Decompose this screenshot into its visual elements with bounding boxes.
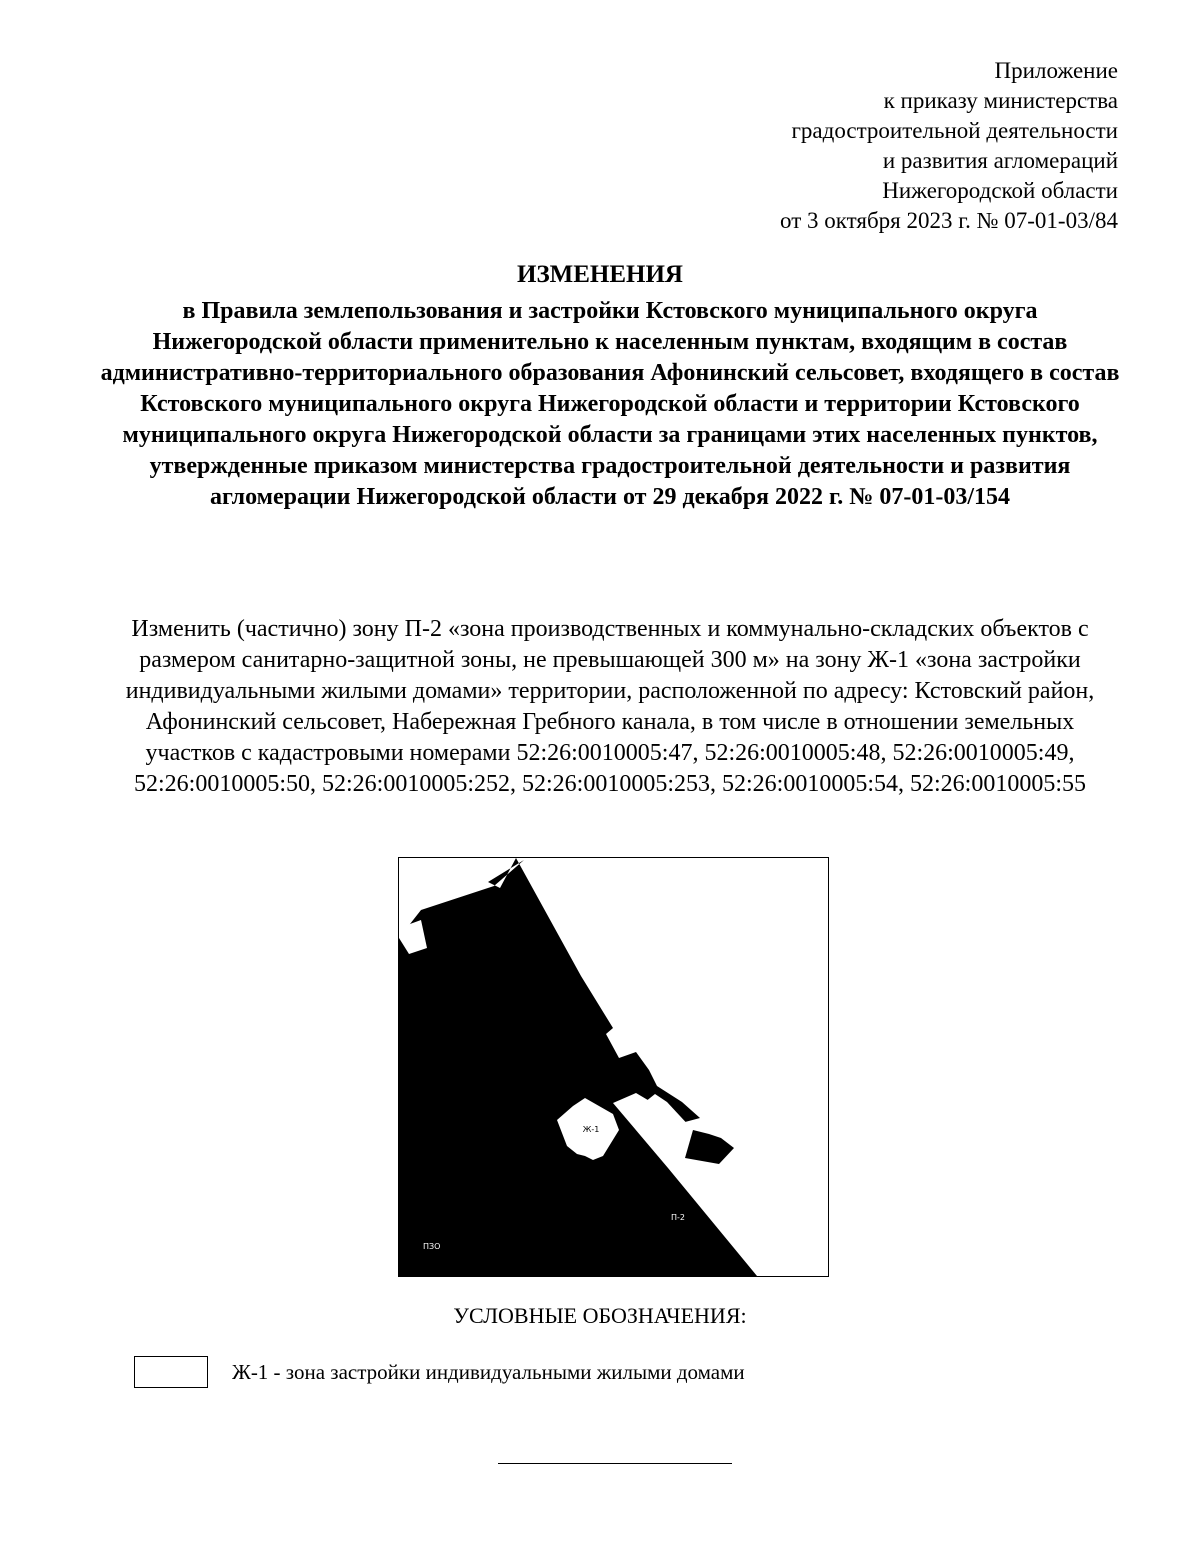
- legend-title: УСЛОВНЫЕ ОБОЗНАЧЕНИЯ:: [453, 1303, 747, 1328]
- end-divider: [498, 1463, 732, 1464]
- document-title: ИЗМЕНЕНИЯ: [517, 261, 683, 288]
- map-zone-fill: [399, 858, 757, 1276]
- map-label-pzo: ПЗО: [423, 1242, 441, 1251]
- legend-swatch: [134, 1356, 208, 1388]
- zoning-map: [398, 857, 829, 1277]
- appendix-line: Приложение: [994, 58, 1118, 83]
- appendix-line: Нижегородской области: [882, 178, 1118, 203]
- document-body: Изменить (частично) зону П-2 «зона производственных и коммунально-складских объектов с размером санитарно-защитной зоны, не превышающей 300 м» на зону Ж-1 «зона застройки индивидуальными жилыми домами» территории, расположенной по адресу: Кстовский район, Афонинский сельсовет, Набережная Гребного канала, в том числе в отношении земельных участков с кадастровыми номерами 52:26:0010005:47, 52:26:0010005:48, 52:26:0010005:49, 52:26:0010005:50, 52:26:0010005:252, 52:26:0010005:253, 52:26:0010005:54, 52:26:0010005:55: [125, 616, 1095, 797]
- map-river-area: [685, 1130, 734, 1164]
- map-label-zh1: Ж-1: [582, 1125, 600, 1134]
- legend-label: Ж-1 - зона застройки индивидуальными жилыми домами: [232, 1360, 745, 1384]
- appendix-line: к приказу министерства: [883, 88, 1118, 113]
- appendix-line: от 3 октября 2023 г. № 07-01-03/84: [780, 208, 1118, 233]
- zoning-map-drawing: [399, 858, 828, 1276]
- document-subtitle: в Правила землепользования и застройки Кстовского муниципального округа Нижегородской области применительно к населенным пунктам, входящим в состав административно-территориального образования Афонинский сельсовет, входящего в состав Кстовского муниципального округа Нижегородской области и территории Кстовского муниципального округа Нижегородской области за границами этих населенных пунктов, утвержденные приказом министерства градостроительной деятельности и развития агломерации Нижегородской области от 29 декабря 2022 г. № 07-01-03/154: [100, 298, 1120, 510]
- map-label-p2: П-2: [671, 1213, 685, 1222]
- appendix-block: [780, 56, 1118, 236]
- appendix-line: и развития агломераций: [882, 148, 1118, 173]
- appendix-line: градостроительной деятельности: [791, 118, 1118, 143]
